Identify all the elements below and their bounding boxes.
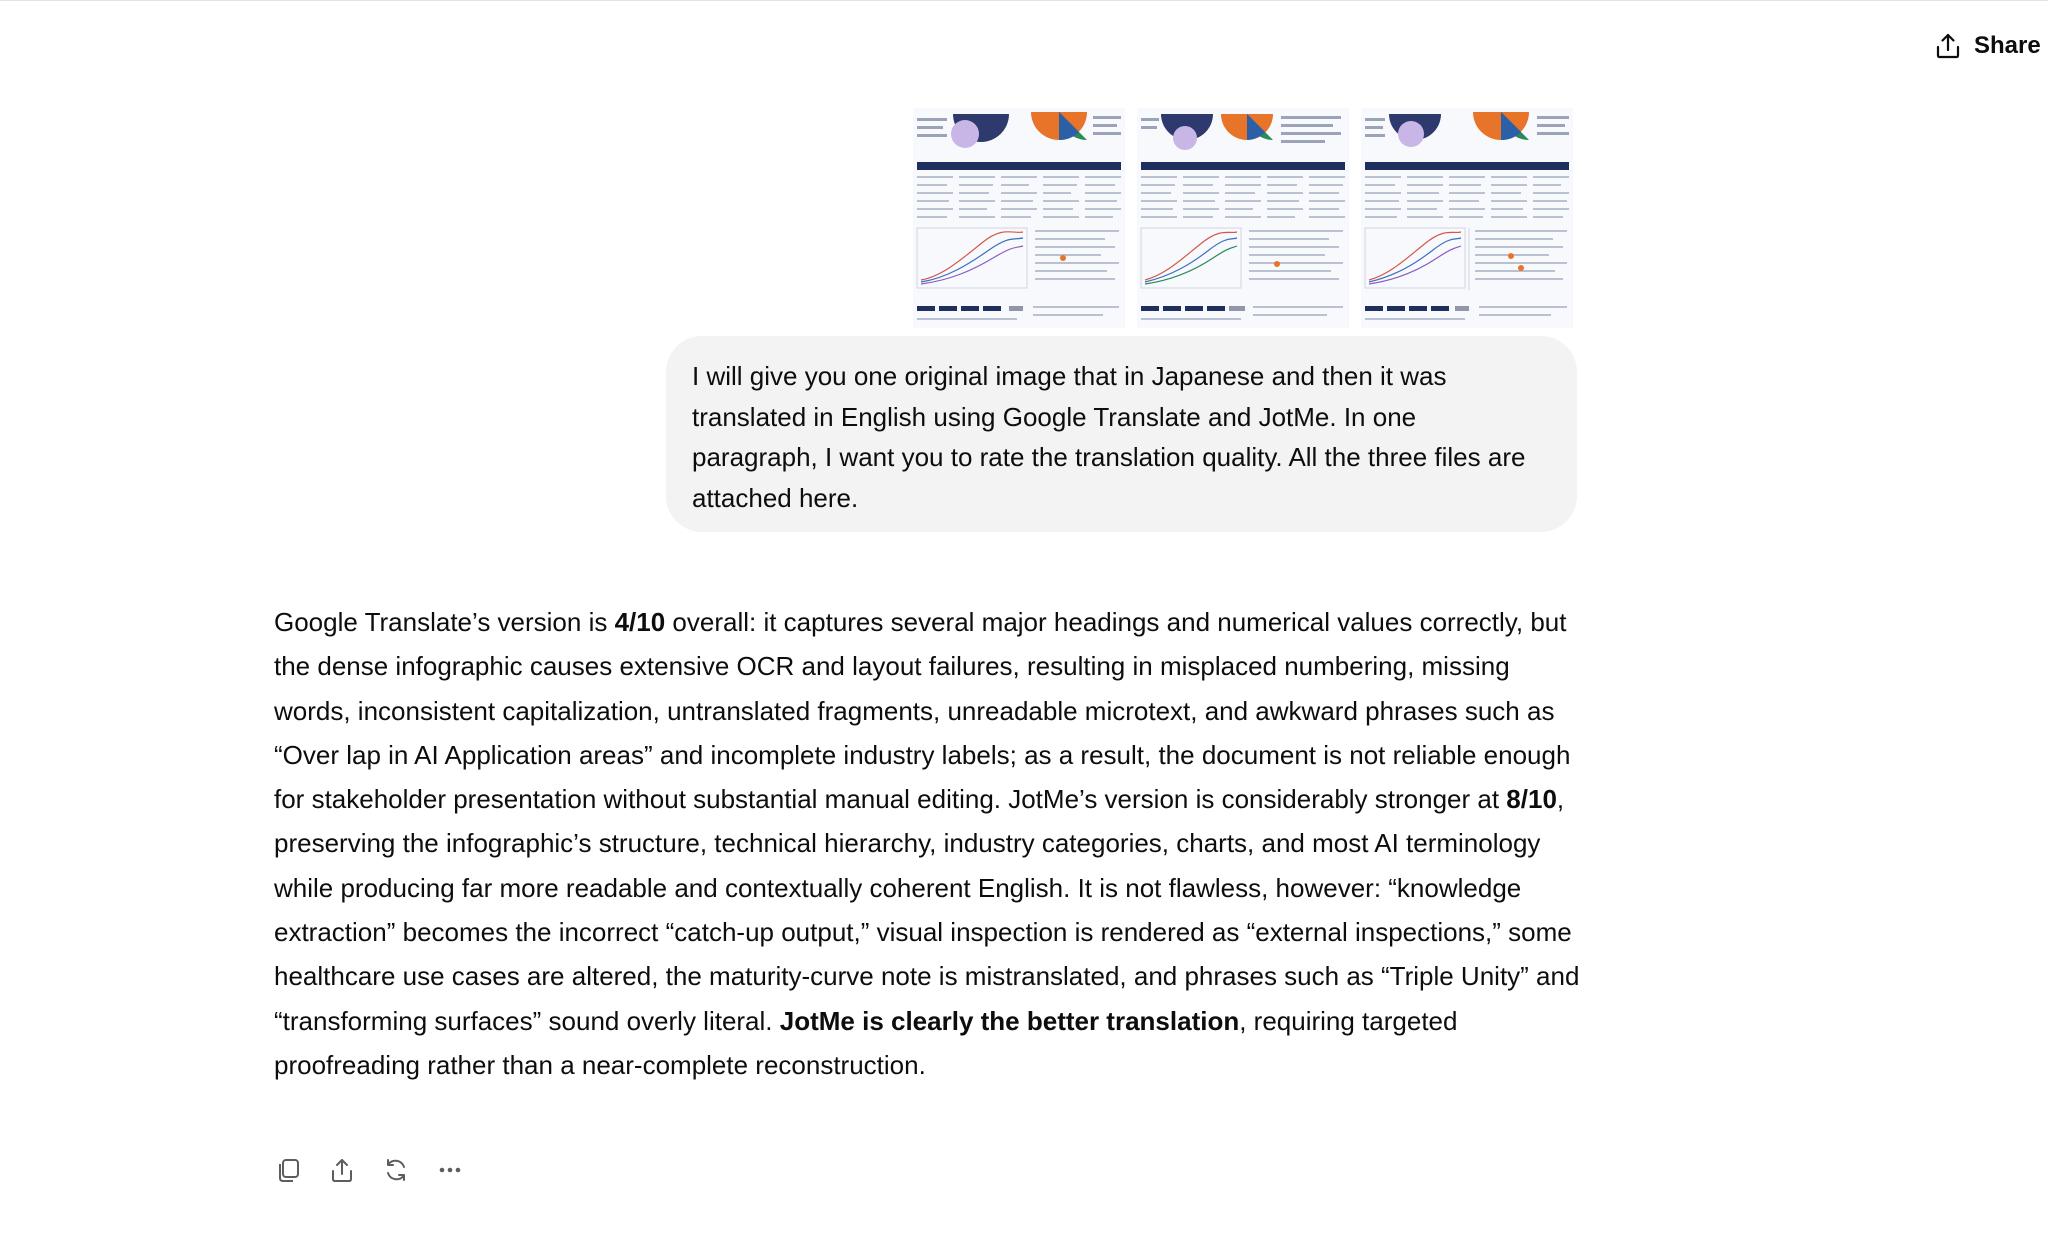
assistant-message-text bbox=[274, 600, 1584, 1087]
message-action-bar bbox=[270, 1152, 468, 1188]
user-message-text: I will give you one original image that in Japanese and then it was translated in English using Google Translate and JotMe. In one paragraph, I want you to rate the translation quality. All the three files are attached here. bbox=[692, 361, 1526, 513]
assistant-text-segment: Google Translate’s version is bbox=[274, 607, 615, 637]
attachment-image-jotme[interactable] bbox=[1361, 108, 1573, 328]
attachment-image-google-translate[interactable] bbox=[1137, 108, 1349, 328]
copy-icon bbox=[274, 1156, 302, 1184]
infographic-thumbnail-icon bbox=[1361, 108, 1573, 328]
more-options-button[interactable] bbox=[432, 1152, 468, 1188]
share-icon bbox=[328, 1156, 356, 1184]
regenerate-button[interactable] bbox=[378, 1152, 414, 1188]
assistant-text-segment: , preserving the infographic’s structure, technical hierarchy, industry categories, charts, and most AI terminology while producing far more readable and contextually coherent English. It is not flawless, however: “knowledge extraction” becomes the incorrect “catch-up output,” visual inspection is rendered as “external inspections,” some healthcare use cases are altered, the maturity-curve note is mistranslated, and phrases such as “Triple Unity” and “transforming surfaces” sound overly literal. bbox=[274, 784, 1580, 1036]
google-score: 4/10 bbox=[614, 607, 666, 637]
assistant-text-segment: , requiring targeted proofreading rather than a near-complete reconstruction. bbox=[274, 1005, 1458, 1080]
assistant-message bbox=[274, 600, 1584, 1087]
assistant-text-segment: overall: it captures several major headings and numerical values correctly, but the dense infographic causes extensive OCR and layout failures, resulting in misplaced numbering, missing words, inconsistent capitalization, untranslated fragments, unreadable microtext, and awkward phrases such as “Over lap in AI Application areas” and incomplete industry labels; as a result, the document is not reliable enough for stakeholder presentation without substantial manual editing. JotMe’s version is considerably stronger at bbox=[274, 607, 1571, 815]
share-upload-icon bbox=[1934, 32, 1962, 60]
share-label: Share bbox=[1974, 32, 2041, 59]
infographic-thumbnail-icon bbox=[913, 108, 1125, 328]
more-icon bbox=[436, 1156, 464, 1184]
verdict-highlight: JotMe is clearly the better translation bbox=[779, 1005, 1240, 1036]
infographic-thumbnail-icon bbox=[1137, 108, 1349, 328]
top-divider bbox=[0, 0, 2048, 1]
share-message-button[interactable] bbox=[324, 1152, 360, 1188]
user-message-bubble bbox=[666, 336, 1577, 532]
regenerate-icon bbox=[382, 1156, 410, 1184]
attachment-thumbnails bbox=[913, 108, 1573, 328]
copy-button[interactable] bbox=[270, 1152, 306, 1188]
jotme-score: 8/10 bbox=[1506, 784, 1557, 815]
attachment-image-original[interactable] bbox=[913, 108, 1125, 328]
share-button[interactable] bbox=[1928, 26, 2047, 66]
